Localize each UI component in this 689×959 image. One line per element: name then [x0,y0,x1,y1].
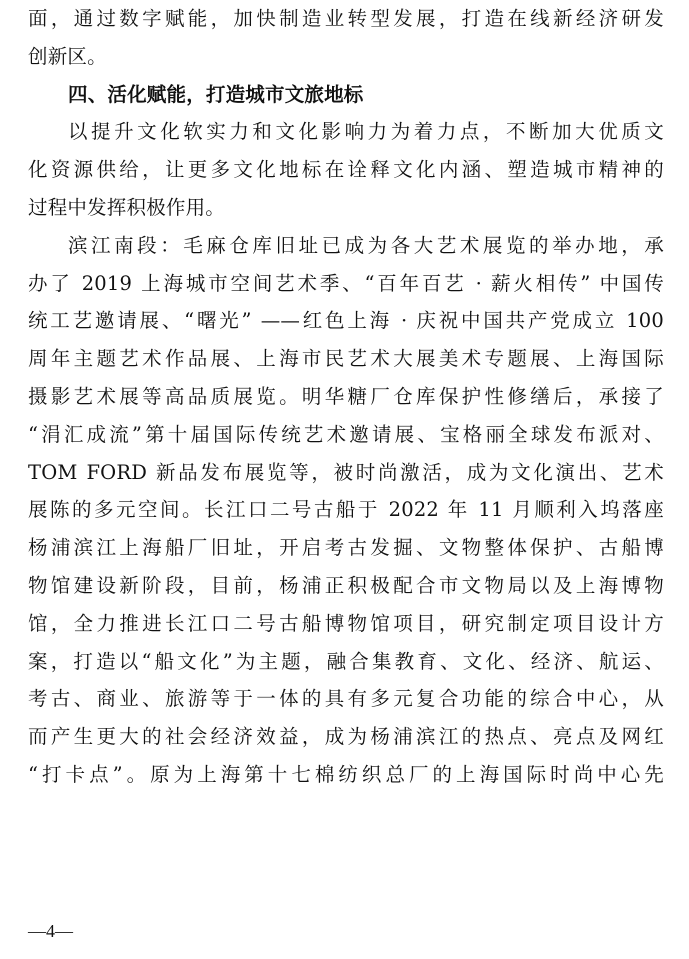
paragraph-line: 而产生更大的社会经济效益，成为杨浦滨江的热点、亮点及网红 [28,725,664,749]
paragraph-line: 考古、商业、旅游等于一体的具有多元复合功能的综合中心，从 [28,687,664,711]
paragraph-line: 化资源供给，让更多文化地标在诠释文化内涵、塑造城市精神的 [28,158,664,182]
paragraph-line: 展陈的多元空间。长江口二号古船于 2022 年 11 月顺利入坞落座 [28,498,664,522]
paragraph-line: 滨江南段：毛麻仓库旧址已成为各大艺术展览的举办地，承 [68,233,664,257]
paragraph-line: 周年主题艺术作品展、上海市民艺术大展美术专题展、上海国际 [28,347,664,371]
section-heading: 四、活化赋能，打造城市文旅地标 [68,82,364,106]
paragraph-line: 杨浦滨江上海船厂旧址，开启考古发掘、文物整体保护、古船博 [28,536,664,560]
paragraph-line: 统工艺邀请展、“曙光” ——红色上海 · 庆祝中国共产党成立 100 [28,309,664,333]
paragraph-line: “涓汇成流”第十届国际传统艺术邀请展、宝格丽全球发布派对、 [28,422,664,446]
paragraph-line: 过程中发挥积极作用。 [28,195,226,219]
paragraph-line: 物馆建设新阶段，目前，杨浦正积极配合市文物局以及上海博物 [28,573,664,597]
paragraph-line: 办了 2019 上海城市空间艺术季、“百年百艺 · 薪火相传” 中国传 [28,271,664,295]
page-number: —4— [28,921,73,941]
paragraph-line: “打卡点”。原为上海第十七棉纺织总厂的上海国际时尚中心先 [28,762,664,786]
paragraph-line: 馆，全力推进长江口二号古船博物馆项目，研究制定项目设计方 [28,611,664,635]
paragraph-line: 面，通过数字赋能，加快制造业转型发展，打造在线新经济研发 [28,7,664,30]
paragraph-line: 案，打造以“船文化”为主题，融合集教育、文化、经济、航运、 [28,649,664,673]
paragraph-line: TOM FORD 新品发布展览等，被时尚激活，成为文化演出、艺术 [28,460,664,484]
paragraph-line: 以提升文化软实力和文化影响力为着力点，不断加大优质文 [68,120,664,144]
document-body [28,0,664,794]
paragraph-line: 创新区。 [28,44,107,68]
paragraph-line: 摄影艺术展等高品质展览。明华糖厂仓库保护性修缮后，承接了 [28,384,664,408]
